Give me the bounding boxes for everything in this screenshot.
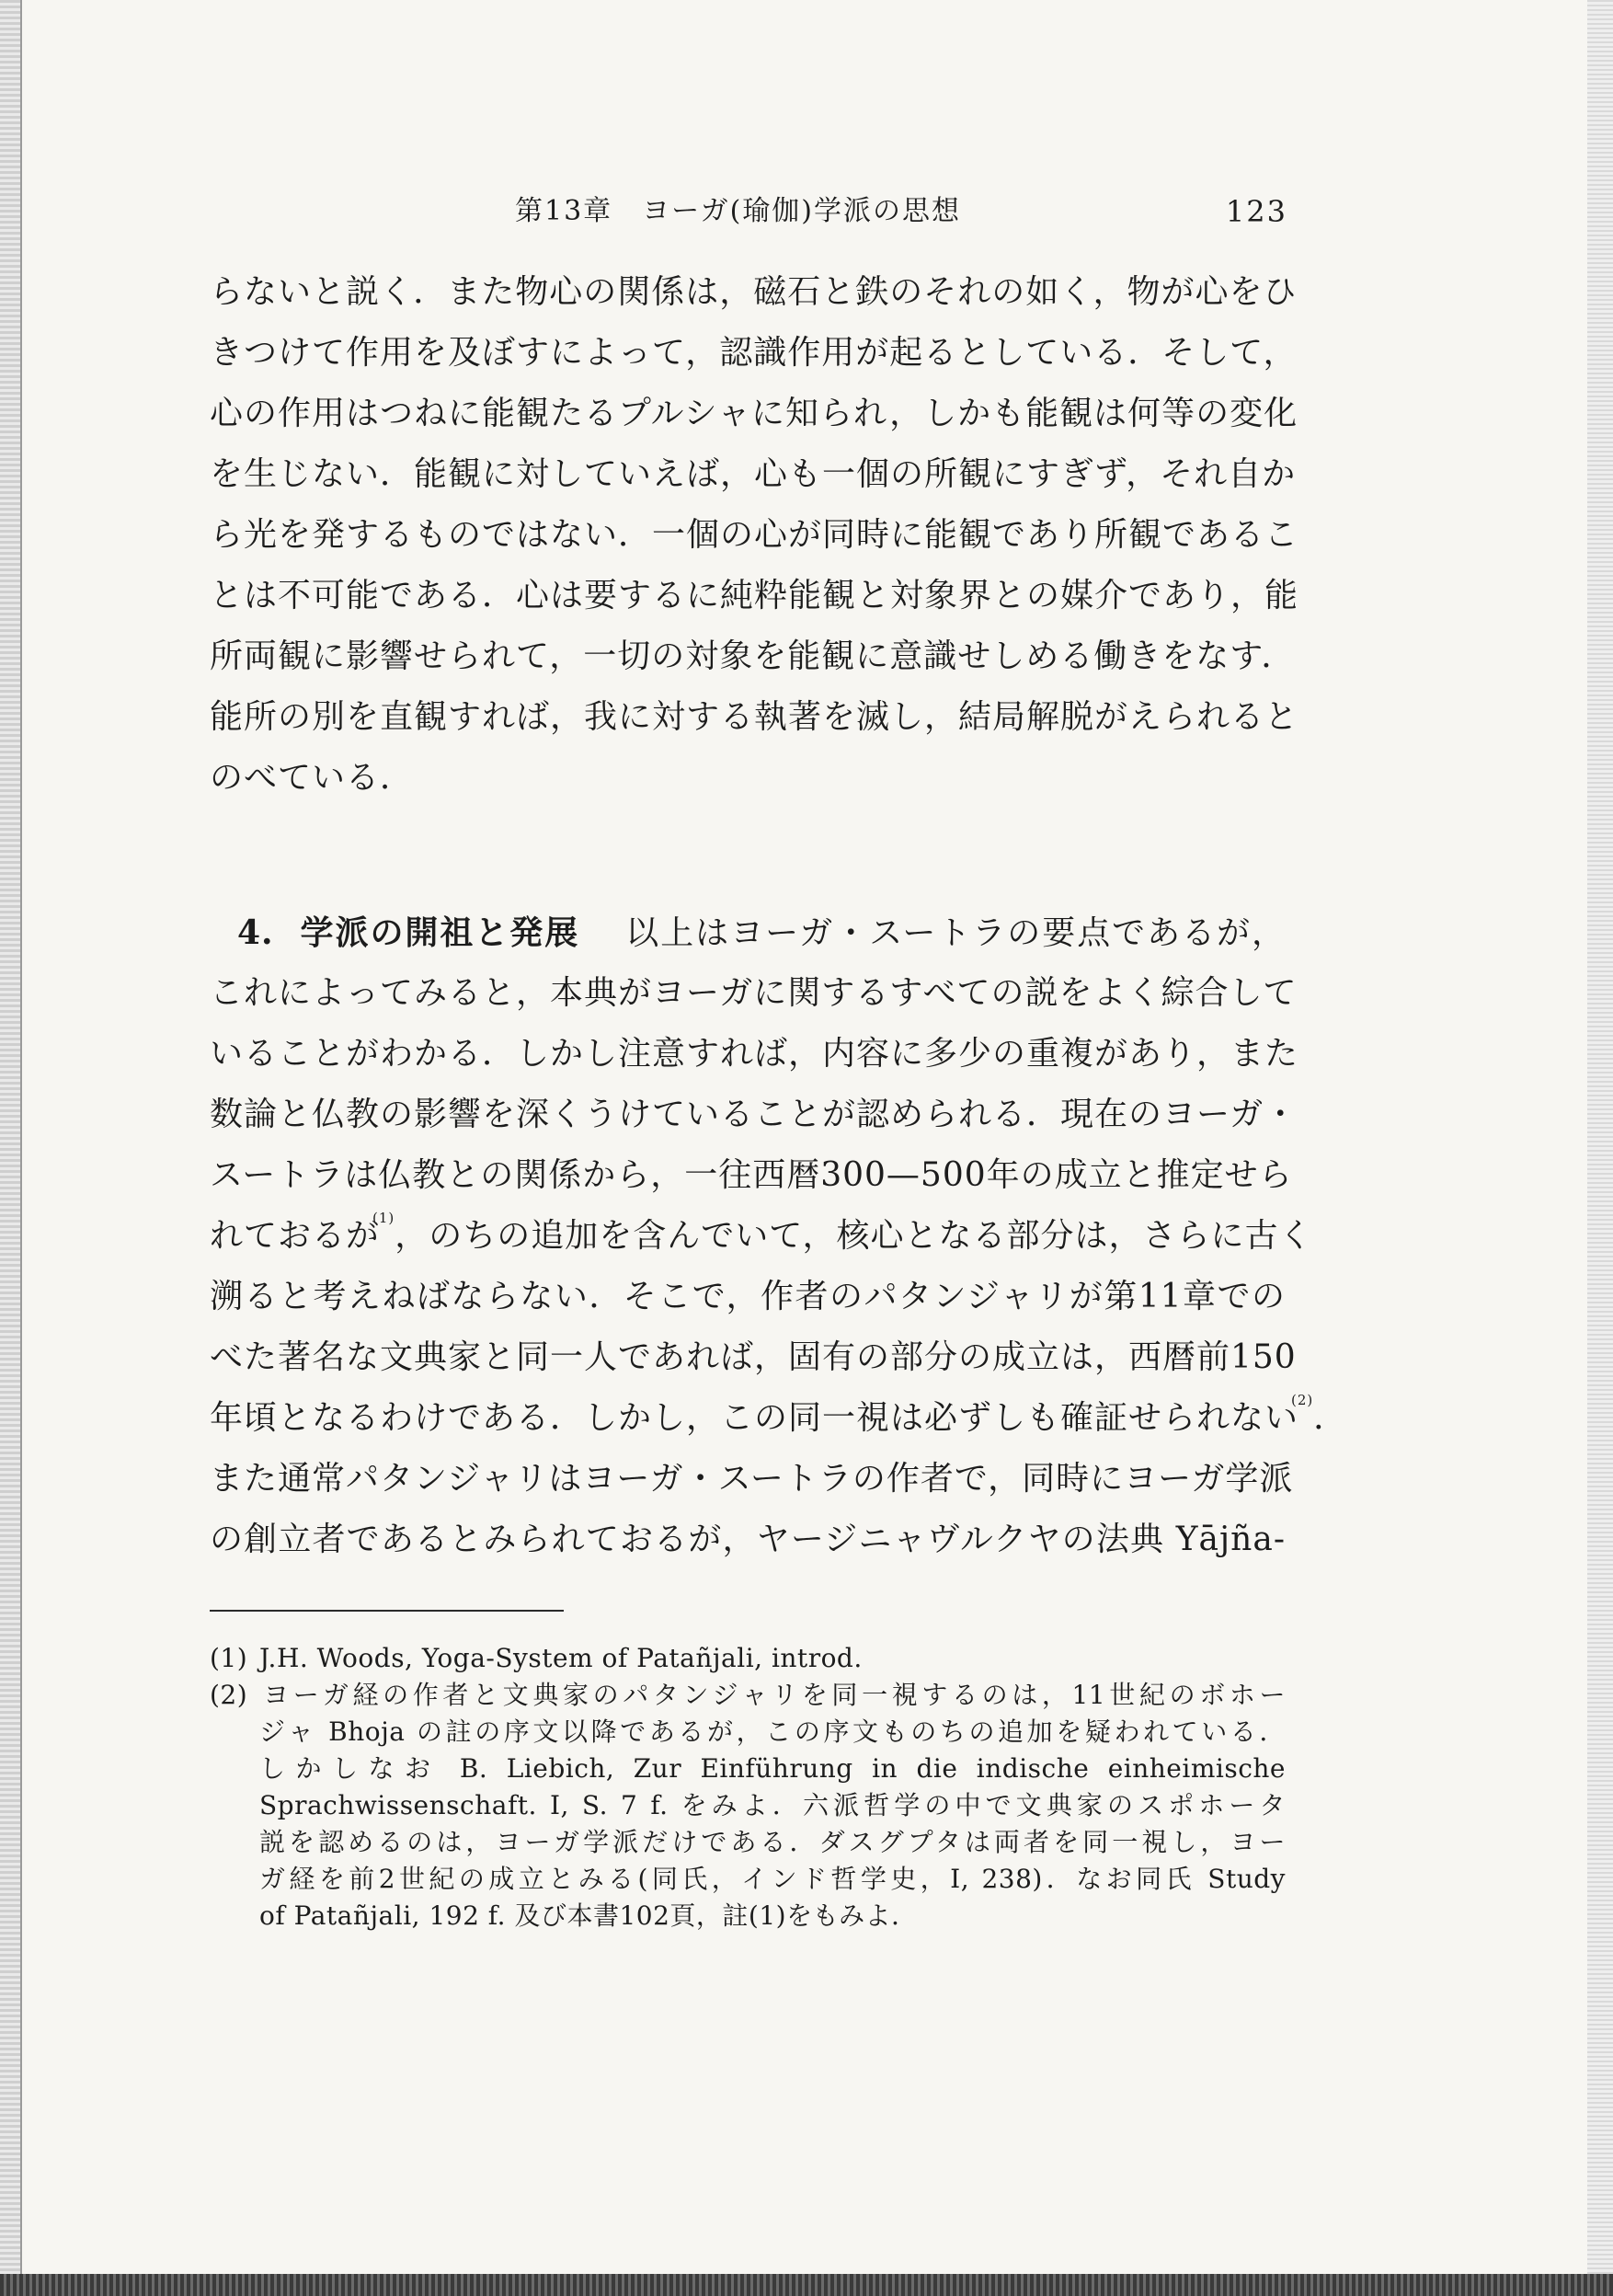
section-4	[210, 902, 1348, 1570]
text-line: とは不可能である．心は要するに純粋能観と対象界との媒介であり，能	[210, 577, 1299, 614]
text-line: 心の作用はつねに能観たるプルシャに知られ，しかも能観は何等の変化	[210, 395, 1298, 432]
chapter-title: 第13章 ヨーガ(瑜伽)学派の思想	[515, 195, 961, 227]
footnote-2-line: 説を認めるのは，ヨーガ学派だけである．ダスグプタは両者を同一視し，ヨー	[259, 1827, 1286, 1857]
footnote-1: (1) J.H. Woods, Yoga-System of Patañjali, introd.	[210, 1640, 1286, 1677]
text-line: らないと説く．また物心の関係は，磁石と鉄のそれの如く，物が心をひ	[210, 273, 1298, 311]
text-line: 所両観に影響せられて，一切の対象を能観に意識せしめる働きをなす．	[210, 637, 1296, 675]
text-line: を生じない．能観に対していえば，心も一個の所観にすぎず，それ自か	[210, 455, 1297, 493]
text-line: きつけて作用を及ぼすによって，認識作用が起るとしている．そして，	[210, 334, 1298, 372]
footnote-marker: (1)	[210, 1643, 248, 1673]
text-line-with-footnote-ref: れておるが$^{(1)}$，のちの追加を含んでいて，核心となる部分は，さらに古く	[210, 1210, 1313, 1255]
text-line: いることがわかる．しかし注意すれば，内容に多少の重複があり，また	[210, 1035, 1299, 1073]
text-line: べた著名な文典家と同一人であれば，固有の部分の成立は，西暦前150	[210, 1338, 1297, 1376]
text-line: 能所の別を直観すれば，我に対する執著を滅し，結局解脱がえられると	[210, 698, 1299, 736]
text-line: また通常パタンジャリはヨーガ・スートラの作者で，同時にヨーガ学派	[210, 1460, 1294, 1498]
footnote-2-line: ジャ Bhoja の註の序文以降であるが，この序文ものちの追加を疑われている．	[259, 1716, 1286, 1747]
footnote-2: (2) ヨーガ経の作者と文典家のパタンジャリを同一視するのは，11世紀のボホー	[210, 1677, 1286, 1714]
footnote-2-line: of Patañjali, 192 f. 及び本書102頁，註(1)をもみよ．	[259, 1900, 918, 1931]
text-line: 溯ると考えねばならない．そこで，作者のパタンジャリが第11章での	[210, 1278, 1286, 1315]
text-line: の創立者であるとみられておるが，ヤージニャヴルクヤの法典 Yājña-	[210, 1521, 1286, 1558]
text-line: スートラは仏教との関係から，一往西暦300—500年の成立と推定せら	[210, 1156, 1293, 1194]
text-line: ら光を発するものではない．一個の心が同時に能観であり所観であるこ	[210, 516, 1299, 554]
footnote-2-line: しかしなお B. Liebich, Zur Einführung in die indische einheimische	[259, 1753, 1286, 1784]
text-line: 数論と仏教の影響を深くうけていることが認められる．現在のヨーガ・	[210, 1096, 1298, 1133]
footnote-2-line: ガ経を前2世紀の成立とみる(同氏，インド哲学史，I, 238)．なお同氏 Study	[259, 1864, 1286, 1894]
footnote-ref-2[interactable]: (2)	[1291, 1392, 1314, 1408]
footnote-marker: (2)	[210, 1680, 248, 1710]
footnote-2-line: Sprachwissenschaft. I, S. 7 f. をみよ．六派哲学の中で文典家のスポホータ	[259, 1790, 1286, 1820]
section-number: 4.	[237, 913, 274, 952]
paragraph-1	[210, 262, 1299, 809]
footnote-divider	[210, 1610, 564, 1612]
text-line: これによってみると，本典がヨーガに関するすべての説をよく綜合して	[210, 974, 1298, 1012]
text-line-with-footnote-ref: 年頃となるわけである．しかし，この同一視は必ずしも確証せられない$^{(2)}$．	[210, 1392, 1348, 1437]
footnotes	[210, 1640, 1286, 1934]
text-line: のべている．	[210, 759, 415, 797]
section-first-line: 以上はヨーガ・スートラの要点であるが，	[625, 914, 1286, 952]
page-number: 123	[1225, 194, 1287, 229]
footnote-ref-1[interactable]: (1)	[372, 1210, 395, 1226]
section-heading-line	[210, 902, 1286, 963]
running-head	[515, 191, 1287, 232]
section-title: 学派の開祖と発展	[299, 913, 580, 952]
